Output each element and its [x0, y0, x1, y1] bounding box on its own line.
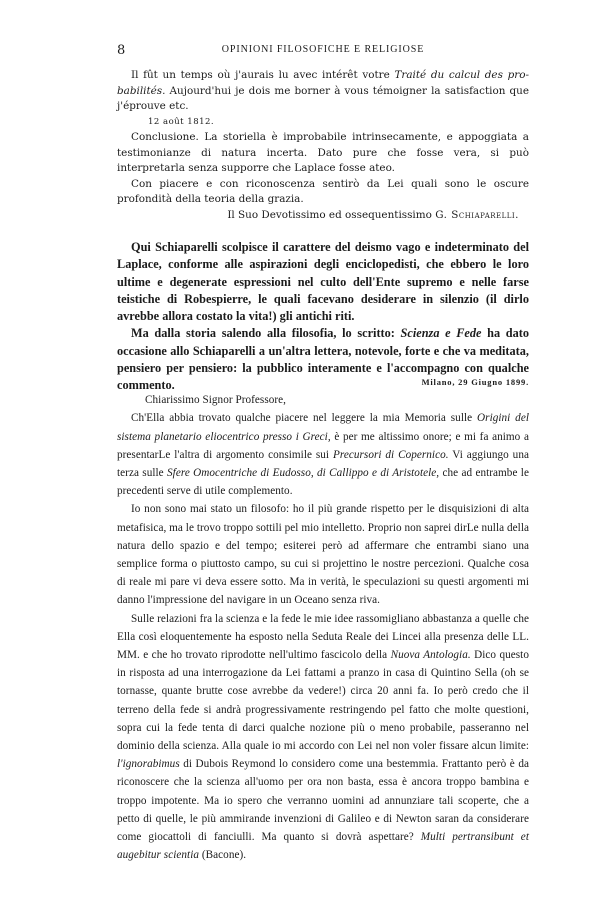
- french-quote-date: 12 août 1812.: [148, 116, 215, 127]
- page-header: [117, 43, 529, 59]
- commentary: [117, 239, 529, 395]
- commentary-paragraph-1: Qui Schiaparelli scolpisce il carattere del deismo vago e indeterminato del Laplace, conforme alle aspirazioni degli enciclopedisti, che ebbero le loro ultime e degenerate espressioni nel culto dell'Ente supremo e nelle farse teistiche di Robespierre, le quali facevano desiderare in silenzio (il dirlo avrebbe allora costato la vita!) gli antichi riti.: [117, 240, 529, 324]
- letter-paragraph-1: Ch'Ella abbia trovato qualche piacere nel leggere la mia Memoria sulle Origini del sistema planetario eliocentrico presso i Greci, è per me altissimo onore; e mi fa animo a presentarLe l'altra di argomento consimile sui Precursori di Copernico. Vi aggiungo una terza sulle Sfere Omocentriche di Eudosso, di Callippo e di Aristotele, che ad entrambe le precedenti serve di utile complemento.: [117, 412, 529, 498]
- note-thanks: Con piacere e con riconoscenza sentirò da Lei quali sono le oscure profondità della teoria della grazia.: [117, 177, 529, 205]
- letter-salutation: Chiarissimo Signor Professore,: [145, 394, 287, 407]
- note-signature: Il Suo Devotissimo ed ossequentissimo G. Schiaparelli.: [227, 208, 519, 221]
- schiaparelli-note: [117, 130, 529, 223]
- letter-dateline: Milano, 29 Giugno 1899.: [421, 377, 529, 387]
- note-conclusion: Conclusione. La storiella è improbabile intrinsecamente, e appoggiata a testimonianze di natura incerta. Dato pure che fosse vera, si può interpretarla senza supporre che Laplace fosse ateo.: [117, 131, 529, 174]
- french-quote: [117, 68, 529, 130]
- page-number: 8: [117, 43, 126, 58]
- letter-paragraph-2: Io non sono mai stato un filosofo: ho il più grande rispetto per le disquisizioni di alta metafisica, ma le trovo troppo sottili pel mio intelletto. Proprio non saprei dirLe nulla della natura dello spazio e del tempo; esiterei però ad affermare che entrambi siano una semplice forma o piuttosto campo, su cui si projettino le nostre percezioni. Qualche cosa di reale mi pare vi deva essere sotto. Ma in verità, le speculazioni su questi argomenti mi danno l'impressione del navigare in un Oceano senza riva.: [117, 503, 529, 607]
- letter-paragraph-3: Sulle relazioni fra la scienza e la fede le mie idee rassomigliano abbastanza a quelle che Ella così eloquentemente ha esposto nella Seduta Reale dei Lincei alla presenza delle LL. MM. e che ho trovato riprodotte nell'ultimo fascicolo della Nuova Antologia. Dico questo in risposta ad una interrogazione da Lei fattami a pranzo in casa di Quintino Sella (oh se tornasse, quante brutte cose avrebbe da vedere!) circa 20 anni fa. Io però credo che il terreno della fede si andrà progressivamente restringendo pel fatto che molte questioni, sopra cui la fede tenta di darci qualche nozione più o meno probabile, passeranno nel dominio della scienza. Alla quale io mi accordo con Lei nel non voler fissare alcun limite: l'ignorabimus di Dubois Reymond lo considero come una bestemmia. Frattanto però è da riconoscere che la scienza all'uomo per ora non basta, essa è ancora troppo bambina e troppo impotente. Ma io spero che verranno uomini ad annunziare tali scoperte, che a petto di quelle, le più ammirande invenzioni di Galileo e di Newton saran da considerare come giocattoli di fanciulli. Ma quanto si dovrà aspettare? Multi pertransibunt et augebitur scientia (Bacone).: [117, 612, 529, 862]
- running-title: OPINIONI FILOSOFICHE E RELIGIOSE: [221, 44, 425, 55]
- commentary-paragraph-2: Ma dalla storia salendo alla filosofia, lo scritto: Scienza e Fede ha dato occasione allo Schiaparelli a un'altra lettera, notevole, forte e che va meditata, pensiero per pensiero: la pubblico interamente e l'accompagno con qualche commento.: [117, 326, 529, 393]
- french-quote-text: Il fût un temps où j'aurais lu avec intérêt votre Traité du calcul des pro- babilités. Aujourd'hui je dois me borner à vous témoigner la satisfaction que j'éprouve etc.: [117, 69, 529, 112]
- letter: [117, 373, 529, 864]
